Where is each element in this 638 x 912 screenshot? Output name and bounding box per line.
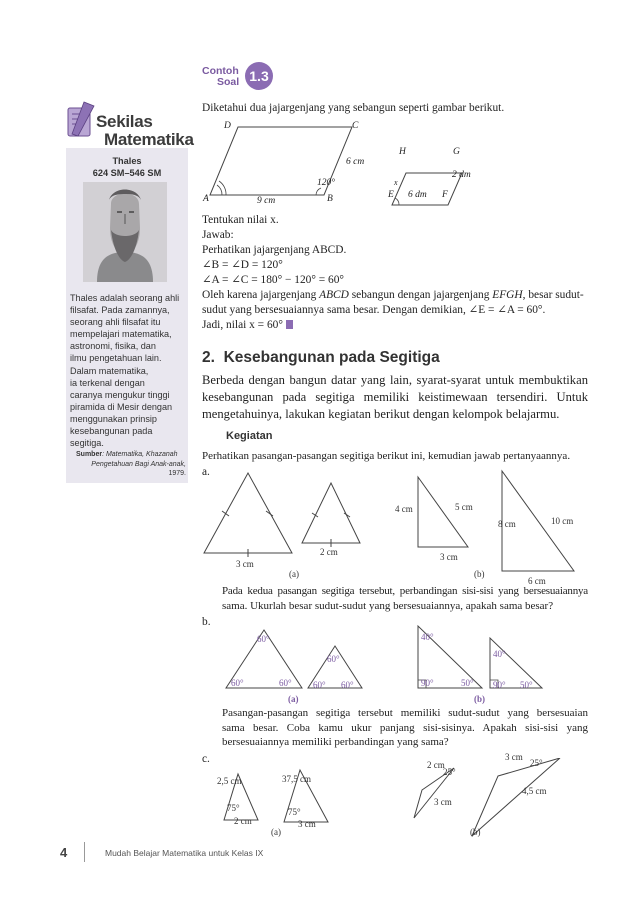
c-t1-base: 2 cm: [234, 816, 252, 826]
question-line: sama besar. Coba kamu ukur panjang sisi-sisinya. Apakah sisi-sisi yang: [222, 721, 588, 734]
angle-b-label: 120°: [317, 178, 336, 188]
part-c-figure: [196, 758, 596, 838]
b-t1-left: 60°: [231, 678, 244, 688]
side-ef-label: 6 dm: [408, 190, 427, 200]
c-t1-side: 2,5 cm: [217, 776, 242, 786]
c-label-a: (a): [271, 827, 281, 837]
part-a-s6: 6 cm: [528, 576, 546, 586]
para-line: kesebangunan pada segitiga memiliki keistimewaan tersendiri. Untuk: [202, 390, 588, 404]
person-years: 624 SM–546 SM: [92, 168, 162, 178]
part-a-question: [222, 584, 588, 613]
c-t1-angle: 75°: [227, 803, 240, 813]
pencil-book-icon: [64, 100, 100, 140]
footer-divider: [84, 842, 85, 862]
c-t4-top: 3 cm: [505, 752, 523, 762]
bio-line: menggunakan prinsip: [70, 413, 157, 424]
part-b-question: [222, 706, 588, 750]
solution-text: EFGH: [492, 289, 523, 301]
part-a-s2: 5 cm: [455, 502, 473, 512]
b-t4-left: 90°: [493, 680, 506, 690]
c-label-b: (b): [470, 827, 481, 837]
solution-text: , besar sudut-: [522, 289, 584, 301]
page-number: 4: [60, 845, 68, 860]
solution-line: sudut yang bersesuaiannya sama besar. Dengan demikian, ∠E = ∠A = 60°.: [202, 304, 546, 316]
section-paragraph: [202, 372, 588, 423]
activity-title: Kegiatan: [226, 430, 273, 442]
b-t4-right: 50°: [520, 680, 533, 690]
bio-line: Dalam matematika,: [70, 365, 149, 376]
side-fg-label: 2 dm: [452, 170, 471, 180]
b-t4-top: 40°: [493, 649, 506, 659]
solution-text: Jadi, nilai x = 60°: [202, 319, 283, 331]
vertex-c: C: [352, 121, 359, 131]
solution-line: ∠A = ∠C = 180° − 120° = 60°: [202, 274, 344, 286]
vertex-h: H: [399, 147, 406, 157]
part-a-label-b: (b): [474, 569, 485, 579]
end-of-proof-icon: [286, 320, 293, 329]
vertex-f: F: [442, 190, 448, 200]
b-t3-left: 90°: [421, 678, 434, 688]
book-title: Mudah Belajar Matematika untuk Kelas IX: [105, 848, 264, 858]
example-label: [202, 66, 239, 88]
activity-intro: Perhatikan pasangan-pasangan segitiga berikut ini, kemudian jawab pertanyaannya.: [202, 450, 571, 462]
b-t2-top: 60°: [327, 654, 340, 664]
source-line2: Pengetahuan Bagi Anak-anak,: [91, 460, 186, 468]
source-line3: 1979.: [168, 470, 186, 477]
section-heading: [202, 349, 440, 367]
angle-e-label: x: [394, 178, 398, 187]
vertex-a: A: [203, 194, 209, 204]
b-t1-top: 60°: [257, 634, 270, 644]
example-solution: [202, 213, 588, 333]
solution-text: ABCD: [319, 289, 349, 301]
source-line1: : Matematika, Khazanah: [102, 451, 178, 458]
sidebar-title-line1: Sekilas: [96, 112, 153, 131]
part-a-s4: 8 cm: [498, 519, 516, 529]
vertex-g: G: [453, 147, 460, 157]
c-t3-top: 2 cm: [427, 760, 445, 770]
b-t3-right: 50°: [461, 678, 474, 688]
part-b-label: b.: [202, 616, 211, 628]
ask-line: Tentukan nilai x.: [202, 214, 279, 226]
vertex-e: E: [388, 190, 394, 200]
person-name: Thales: [112, 156, 142, 166]
bio-line: caranya mengukur tinggi: [70, 389, 170, 400]
b-label-b: (b): [474, 694, 485, 704]
sidebar-title-line2: Matematika: [104, 130, 194, 149]
bio-line: kesebangunan pada: [70, 426, 153, 437]
b-label-a: (a): [288, 694, 299, 704]
part-a-base1: 3 cm: [236, 559, 254, 569]
vertex-d: D: [224, 121, 231, 131]
bio-line: filsafat. Pada zamannya,: [70, 305, 170, 316]
example-intro: Diketahui dua jajargenjang yang sebangun seperti gambar berikut.: [202, 102, 505, 114]
c-t2-angle: 75°: [288, 807, 301, 817]
b-t1-right: 60°: [279, 678, 292, 688]
part-a-s5: 10 cm: [551, 516, 574, 526]
section-number: 2.: [202, 349, 215, 366]
c-t2-side: 37,5 cm: [282, 774, 311, 784]
question-line: sama. Ukurlah besar sudut-sudut yang bersesuaiannya, apakah sama besar?: [222, 599, 554, 612]
bio-line: seorang ahli filsafat itu: [70, 317, 161, 328]
c-t2-base: 3 cm: [298, 819, 316, 829]
source-label: Sumber: [76, 451, 103, 458]
part-a-base2: 2 cm: [320, 547, 338, 557]
c-t4-side: 4,5 cm: [522, 786, 547, 796]
part-a-label: a.: [202, 466, 210, 478]
b-t3-top: 40°: [421, 632, 434, 642]
c-t3-side: 3 cm: [434, 797, 452, 807]
solution-line: ∠B = ∠D = 120°: [202, 259, 283, 271]
bio-line: piramida di Mesir dengan: [70, 401, 173, 412]
bio-line: mempelajari matematika,: [70, 329, 172, 340]
example-label-bottom: Soal: [217, 76, 240, 88]
c-t4-angle: 25°: [530, 758, 543, 768]
part-a-figure: [196, 465, 596, 585]
example-number-badge: 1.3: [245, 62, 273, 90]
bio-line: astronomi, fisika, dan: [70, 341, 156, 352]
b-t2-left: 60°: [313, 680, 326, 690]
solution-line: Perhatikan jajargenjang ABCD.: [202, 244, 347, 256]
b-t2-right: 60°: [341, 680, 354, 690]
solution-line: [202, 318, 588, 333]
answer-label: Jawab:: [202, 229, 234, 241]
bio-line: segitiga.: [70, 438, 104, 449]
bio-line: ia terkenal dengan: [70, 377, 145, 388]
question-line: bersesuaiannya memiliki perbandingan yang sama?: [222, 736, 449, 748]
para-line: Berbeda dengan bangun datar yang lain, syarat-syarat untuk membuktikan: [202, 373, 588, 387]
solution-text: sebangun dengan jajargenjang: [348, 289, 493, 301]
question-line: Pada kedua pasangan segitiga tersebut, perbandingan sisi-sisi yang bersesuaiannya: [222, 585, 588, 597]
solution-line: [202, 288, 588, 303]
bio-line: Thales adalah seorang ahli: [70, 293, 180, 303]
para-line: mengetahuinya, lakukan kegiatan berikut dengan kelompok belajarmu.: [202, 407, 560, 421]
sidebar-bio: [70, 292, 188, 449]
side-ab-label: 9 cm: [257, 196, 276, 206]
sidebar-source: [70, 450, 186, 479]
example-label-top: Contoh: [202, 65, 239, 77]
part-a-s3: 3 cm: [440, 552, 458, 562]
side-bc-label: 6 cm: [346, 157, 365, 167]
parallelogram-figure: [196, 115, 596, 215]
bio-line: ilmu pengetahuan lain.: [70, 353, 162, 364]
thales-portrait: [83, 182, 167, 282]
part-b-figure: [196, 622, 596, 694]
vertex-b: B: [327, 194, 333, 204]
solution-text: Oleh karena jajargenjang: [202, 289, 320, 301]
part-a-label-a: (a): [289, 569, 299, 579]
section-title: Kesebangunan pada Segitiga: [223, 349, 440, 366]
question-line: Pasangan-pasangan segitiga tersebut memiliki sudut-sudut yang bersesuaian: [222, 707, 588, 719]
c-t3-angle: 25°: [443, 767, 456, 777]
part-a-s1: 4 cm: [395, 504, 413, 514]
part-c-label: c.: [202, 753, 210, 765]
